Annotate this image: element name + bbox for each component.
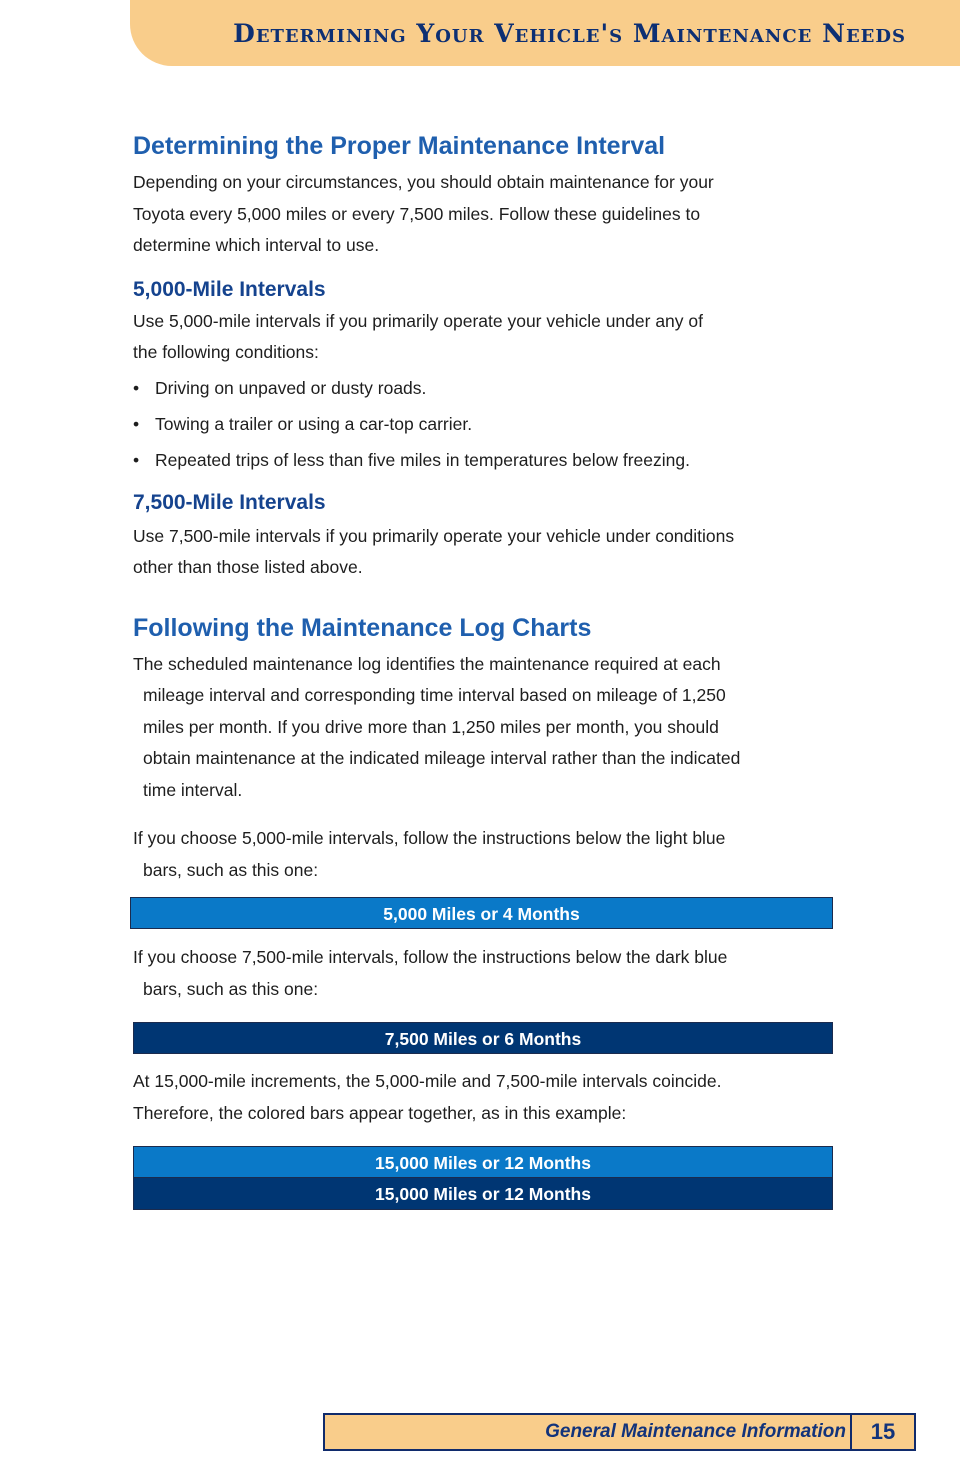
- paragraph-dark-blue-bars: [133, 942, 833, 1005]
- combined-light-blue-bar: 15,000 Miles or 12 Months: [133, 1146, 833, 1178]
- combined-dark-blue-bar: 15,000 Miles or 12 Months: [133, 1178, 833, 1210]
- text-line: The scheduled maintenance log identifies the maintenance required at each: [133, 653, 721, 674]
- footer-title: General Maintenance Information: [545, 1421, 846, 1442]
- text-line: Toyota every 5,000 miles or every 7,500 miles. Follow these guidelines to: [133, 203, 701, 224]
- text-line: time interval.: [143, 779, 243, 800]
- text-line: bars, such as this one:: [143, 978, 319, 999]
- paragraph-7500-conditions: [133, 521, 833, 584]
- conditions-list: [133, 370, 833, 478]
- list-item: • Driving on unpaved or dusty roads.: [133, 370, 833, 406]
- text-line: obtain maintenance at the indicated mileage interval rather than the indicated: [143, 748, 741, 768]
- paragraph-5000-conditions: [133, 306, 833, 369]
- text-line: Use 7,500-mile intervals if you primarily operate your vehicle under conditions: [133, 525, 735, 546]
- heading-7500-mile-intervals: 7,500-Mile Intervals: [133, 490, 326, 514]
- text-line: determine which interval to use.: [133, 235, 380, 255]
- page-number: 15: [850, 1415, 914, 1449]
- text-line: If you choose 7,500-mile intervals, follow the instructions below the dark blue: [133, 947, 728, 967]
- combined-interval-bars: [133, 1146, 833, 1210]
- text-line: Therefore, the colored bars appear together, as in this example:: [133, 1102, 627, 1123]
- heading-5000-mile-intervals: 5,000-Mile Intervals: [133, 277, 326, 301]
- section-title-log-charts: Following the Maintenance Log Charts: [133, 613, 592, 642]
- text-line: At 15,000-mile increments, the 5,000-mile and 7,500-mile intervals coincide.: [133, 1071, 722, 1091]
- text-line: If you choose 5,000-mile intervals, follow the instructions below the light blue: [133, 828, 726, 848]
- text-line: Use 5,000-mile intervals if you primarily operate your vehicle under any of: [133, 310, 703, 331]
- page-content: [133, 132, 833, 1210]
- paragraph-log-charts: [133, 649, 833, 807]
- list-item: • Repeated trips of less than five miles in temperatures below freezing.: [133, 442, 833, 478]
- text-line: Depending on your circumstances, you should obtain maintenance for your: [133, 172, 714, 192]
- text-line: miles per month. If you drive more than 1,250 miles per month, you should: [143, 716, 719, 737]
- paragraph-combined-bars: [133, 1066, 833, 1129]
- intro-paragraph: [133, 167, 833, 262]
- paragraph-light-blue-bars: [133, 823, 833, 886]
- text-line: other than those listed above.: [133, 557, 363, 577]
- list-item: • Towing a trailer or using a car-top carrier.: [133, 406, 833, 442]
- header-tab: [130, 0, 960, 66]
- text-line: mileage interval and corresponding time interval based on mileage of 1,250: [143, 685, 726, 705]
- text-line: bars, such as this one:: [143, 859, 319, 880]
- dark-blue-interval-bar: 7,500 Miles or 6 Months: [133, 1022, 833, 1054]
- footer-section-label: [323, 1413, 916, 1451]
- page-header-title: Determining Your Vehicle's Maintenance Needs: [233, 19, 906, 48]
- section-title-maintenance-interval: Determining the Proper Maintenance Interval: [133, 132, 666, 160]
- text-line: the following conditions:: [133, 342, 319, 362]
- light-blue-interval-bar: 5,000 Miles or 4 Months: [130, 897, 833, 929]
